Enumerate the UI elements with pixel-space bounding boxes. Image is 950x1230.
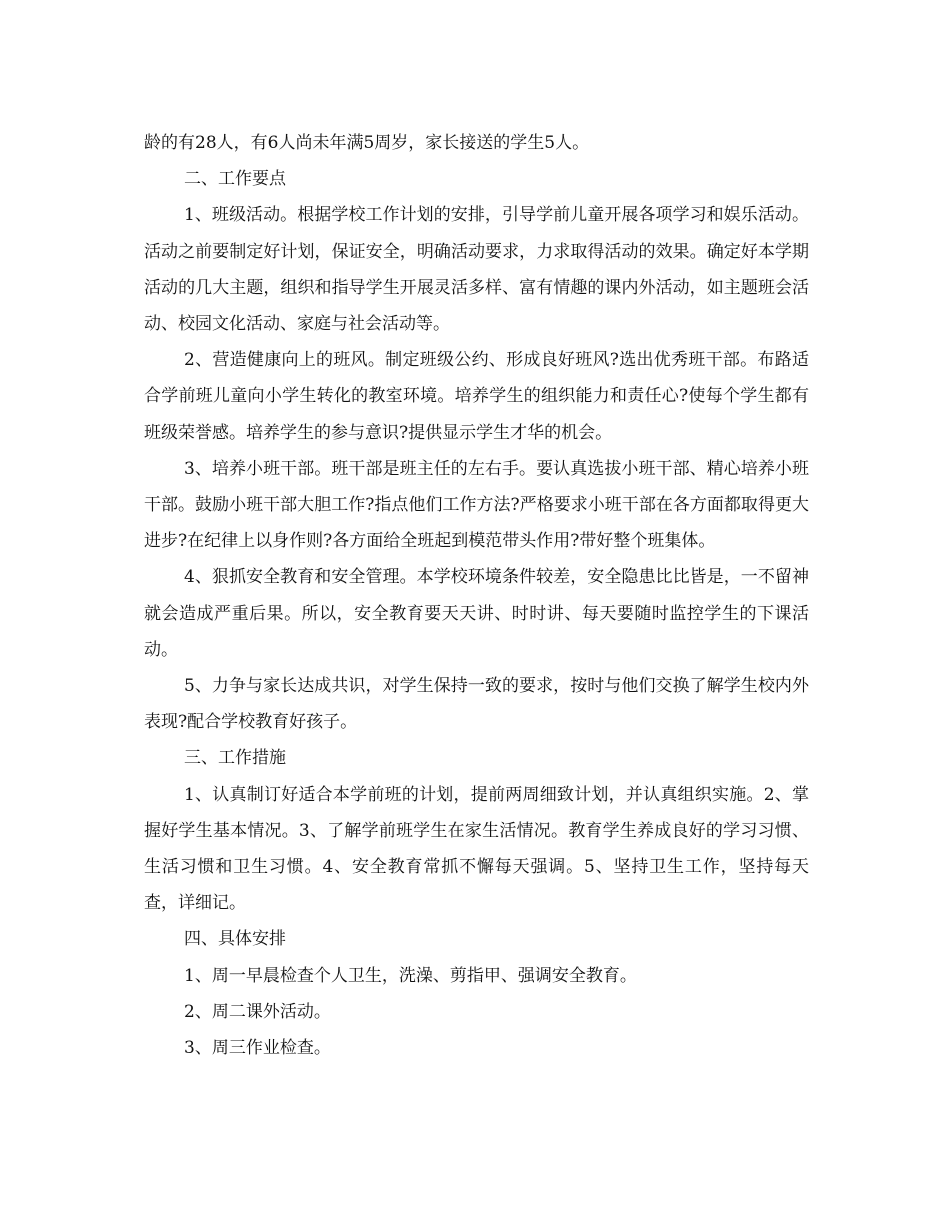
paragraph-tuesday: 2、周二课外活动。 — [184, 1001, 331, 1022]
paragraph-safety-education: 4、狠抓安全教育和安全管理。本学校环境条件较差，安全隐患比比皆是，一不留神就会造成严重后果。所以，安全教育要天天讲、时时讲、每天要随时监控学生的下课活动。 — [144, 567, 809, 660]
heading-work-measures: 三、工作措施 — [184, 748, 286, 769]
heading-work-points: 二、工作要点 — [184, 169, 286, 190]
document-body — [144, 125, 809, 1066]
paragraph-intro-continuation: 龄的有28人，有6人尚未年满5周岁，家长接送的学生5人。 — [144, 133, 590, 153]
paragraph-class-cadres: 3、培养小班干部。班干部是班主任的左右手。要认真选拔小班干部、精心培养小班干部。鼓励小班干部大胆工作?指点他们工作方法?严格要求小班干部在各方面都取得更大进步?在纪律上以身作则?各方面给全班起到模范带头作用?带好整个班集体。 — [144, 458, 809, 552]
paragraph-monday: 1、周一早晨检查个人卫生，洗澡、剪指甲、强调安全教育。 — [184, 965, 637, 986]
paragraph-measures-list: 1、认真制订好适合本学前班的计划，提前两周细致计划，并认真组织实施。2、掌握好学生基本情况。3、了解学前班学生在家生活情况。教育学生养成良好的学习习惯、生活习惯和卫生习惯。4、安全教育常抓不懈每天强调。5、坚持卫生工作，坚持每天查，详细记。 — [144, 784, 809, 914]
paragraph-class-atmosphere: 2、营造健康向上的班风。制定班级公约、形成良好班风?选出优秀班干部。布路适合学前班儿童向小学生转化的教室环境。培养学生的组织能力和责任心?使每个学生都有班级荣誉感。培养学生的参与意识?提供显示学生才华的机会。 — [144, 350, 809, 443]
paragraph-parent-consensus: 5、力争与家长达成共识，对学生保持一致的要求，按时与他们交换了解学生校内外表现?配合学校教育好孩子。 — [144, 676, 809, 733]
heading-specific-arrangements: 四、具体安排 — [184, 929, 286, 950]
paragraph-class-activities: 1、班级活动。根据学校工作计划的安排，引导学前儿童开展各项学习和娱乐活动。活动之前要制定好计划，保证安全，明确活动要求，力求取得活动的效果。确定好本学期活动的几大主题，组织和指导学生开展灵活多样、富有情趣的课内外活动，如主题班会活动、校园文化活动、家庭与社会活动等。 — [144, 205, 809, 335]
paragraph-wednesday: 3、周三作业检查。 — [184, 1038, 331, 1059]
